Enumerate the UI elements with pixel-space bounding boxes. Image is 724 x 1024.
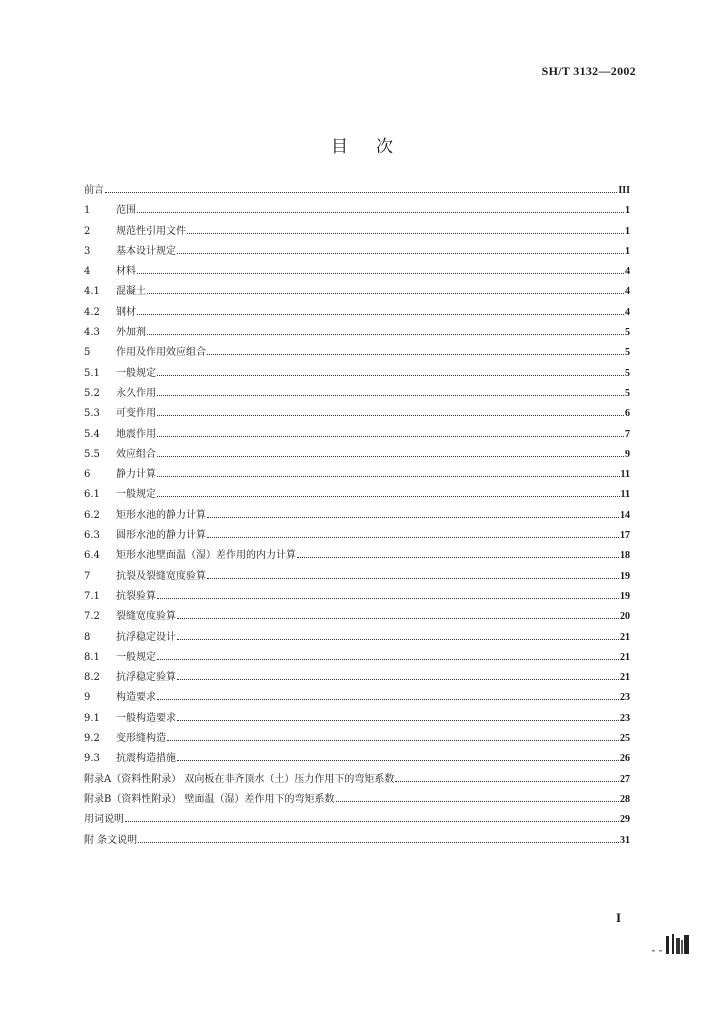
- toc-entry-number: 6.2: [84, 509, 100, 521]
- toc-entry-title: 基本设计规定: [116, 245, 176, 257]
- toc-entry-page: 5: [625, 387, 630, 399]
- dot-leader: [157, 597, 619, 599]
- toc-entry[interactable]: [84, 201, 630, 221]
- dot-leader: [157, 495, 620, 497]
- toc-entry[interactable]: [84, 364, 630, 384]
- standard-code: SH/T 3132—2002: [541, 64, 636, 78]
- dot-leader: [157, 658, 619, 660]
- toc-entry-number: 6.4: [84, 550, 100, 562]
- dot-leader: [297, 556, 619, 558]
- toc-entry-page: 23: [620, 692, 630, 704]
- toc-entry-number: 4: [84, 266, 91, 278]
- toc-entry-number: 5.5: [84, 448, 100, 460]
- toc-entry-number: 4.3: [84, 327, 100, 339]
- dot-leader: [157, 698, 619, 700]
- toc-entry-number: 5: [84, 347, 91, 359]
- toc-entry-number: 4.1: [84, 286, 100, 298]
- toc-entry-title: 附录A（资料性附录） 双向板在非齐顶水（土）压力作用下的弯矩系数: [84, 773, 395, 785]
- toc-entry[interactable]: [84, 465, 630, 485]
- toc-entry-page: 17: [620, 530, 630, 542]
- toc-entry-title: 混凝土: [116, 286, 146, 298]
- toc-entry-title: 一般构造要求: [116, 712, 176, 724]
- toc-entry-number: 8: [84, 631, 91, 643]
- toc-entry-title: 永久作用: [116, 387, 156, 399]
- toc-entry[interactable]: [84, 587, 630, 607]
- toc-entry[interactable]: [84, 546, 630, 566]
- toc-entry-title: 附 条文说明: [84, 834, 138, 846]
- toc-entry-title: 可变作用: [116, 408, 156, 420]
- dot-leader: [207, 516, 619, 518]
- toc-entry-page: 21: [620, 672, 630, 684]
- toc-entry-page: 18: [620, 550, 630, 562]
- toc-entry-title: 抗浮稳定验算: [116, 672, 176, 684]
- dot-leader: [336, 800, 619, 802]
- toc-entry-title: 前言: [84, 185, 104, 196]
- toc-entry-page: 1: [625, 205, 630, 217]
- toc-entry[interactable]: [84, 628, 630, 648]
- dot-leader: [157, 475, 620, 477]
- dot-leader: [207, 353, 624, 355]
- toc-entry[interactable]: [84, 445, 630, 465]
- toc-entry-number: 1: [84, 205, 91, 217]
- toc-entry-title: 抗裂及裂缝宽度验算: [116, 570, 206, 582]
- toc-entry[interactable]: [84, 485, 630, 505]
- toc-entry[interactable]: [84, 343, 630, 363]
- toc-entry[interactable]: [84, 648, 630, 668]
- dot-leader: [157, 455, 624, 457]
- toc-entry-page: 19: [620, 590, 630, 602]
- toc-entry-number: 5.2: [84, 387, 100, 399]
- toc-entry-title: 用词说明: [84, 814, 124, 826]
- dot-leader: [207, 536, 619, 538]
- toc-entry-title: 钢材: [116, 306, 136, 318]
- dot-leader: [177, 678, 619, 680]
- dot-leader: [395, 780, 619, 782]
- toc-entry-page: 28: [620, 793, 630, 805]
- toc-entry[interactable]: [84, 567, 630, 587]
- toc-entry-page: 19: [620, 570, 630, 582]
- toc-entry-title: 抗裂验算: [116, 590, 156, 602]
- toc-entry-page: 4: [625, 306, 630, 318]
- toc-entry[interactable]: [84, 262, 630, 282]
- toc-entry-page: 26: [620, 753, 630, 765]
- toc-entry-number: 9.1: [84, 712, 100, 724]
- dot-leader: [157, 435, 624, 437]
- toc-entry[interactable]: [84, 425, 630, 445]
- toc-entry[interactable]: [84, 526, 630, 546]
- dot-leader: [177, 719, 619, 721]
- dot-leader: [157, 374, 624, 376]
- dot-leader: [187, 232, 624, 234]
- toc-entry-page: 5: [625, 327, 630, 339]
- toc-entry[interactable]: [84, 282, 630, 302]
- dot-leader: [147, 292, 624, 294]
- toc-entry-number: 3: [84, 245, 91, 257]
- toc-entry-number: 7.1: [84, 590, 100, 602]
- dot-leader: [207, 577, 619, 579]
- toc-entry-page: 6: [625, 408, 630, 420]
- toc-entry[interactable]: [84, 668, 630, 688]
- toc-entry-page: III: [618, 185, 630, 196]
- toc-entry-page: 4: [625, 266, 630, 278]
- dot-leader: [177, 617, 619, 619]
- toc-entry[interactable]: [84, 384, 630, 404]
- toc-entry-page: 27: [620, 773, 630, 785]
- toc-entry-title: 范围: [116, 205, 136, 217]
- scan-artifact-mark: [650, 932, 698, 956]
- toc-entry-page: 14: [620, 509, 630, 521]
- toc-entry-title: 裂缝宽度验算: [116, 611, 176, 623]
- dot-leader: [105, 191, 617, 193]
- dot-leader: [147, 333, 624, 335]
- toc-entry-title: 外加剂: [116, 327, 146, 339]
- toc-entry-page: 5: [625, 347, 630, 359]
- dot-leader: [157, 394, 624, 396]
- table-of-contents: [84, 181, 630, 851]
- toc-entry-page: 11: [620, 469, 630, 481]
- toc-entry[interactable]: [84, 770, 630, 790]
- toc-entry-number: 6.1: [84, 489, 100, 501]
- toc-entry[interactable]: [84, 222, 630, 242]
- toc-entry[interactable]: [84, 729, 630, 749]
- toc-entry-page: 20: [620, 611, 630, 623]
- toc-entry-page: 31: [620, 834, 630, 846]
- toc-entry-number: 8.1: [84, 651, 100, 663]
- toc-entry[interactable]: [84, 181, 630, 201]
- toc-entry-number: 9: [84, 692, 91, 704]
- toc-entry[interactable]: [84, 790, 630, 810]
- toc-entry-number: 5.3: [84, 408, 100, 420]
- dot-leader: [157, 414, 624, 416]
- dot-leader: [177, 252, 624, 254]
- toc-entry[interactable]: [84, 607, 630, 627]
- toc-entry-page: 21: [620, 651, 630, 663]
- toc-entry-title: 效应组合: [116, 448, 156, 460]
- toc-entry-page: 11: [620, 489, 630, 501]
- toc-entry[interactable]: [84, 810, 630, 830]
- toc-entry-title: 作用及作用效应组合: [116, 347, 206, 359]
- toc-entry-number: 4.2: [84, 306, 100, 318]
- dot-leader: [137, 313, 624, 315]
- dot-leader: [177, 638, 619, 640]
- toc-entry-number: 9.3: [84, 753, 100, 765]
- toc-entry-title: 变形缝构造: [116, 733, 166, 745]
- dot-leader: [138, 841, 619, 843]
- page-number: I: [616, 910, 622, 925]
- toc-entry-title: 矩形水池壁面温（湿）差作用的内力计算: [116, 550, 296, 562]
- toc-entry[interactable]: [84, 323, 630, 343]
- toc-entry-title: 一般规定: [116, 489, 156, 501]
- page-title: 目次: [331, 137, 421, 157]
- toc-entry-page: 5: [625, 367, 630, 379]
- dot-leader: [125, 820, 619, 822]
- toc-entry-number: 9.2: [84, 733, 100, 745]
- toc-entry-number: 6.3: [84, 530, 100, 542]
- dot-leader: [137, 211, 624, 213]
- dot-leader: [177, 759, 619, 761]
- toc-entry[interactable]: [84, 242, 630, 262]
- toc-entry-page: 29: [620, 814, 630, 826]
- toc-entry-page: 23: [620, 712, 630, 724]
- toc-entry-number: 5.4: [84, 428, 100, 440]
- toc-entry-title: 静力计算: [116, 469, 156, 481]
- toc-entry-page: 25: [620, 733, 630, 745]
- toc-entry[interactable]: [84, 688, 630, 708]
- toc-entry-number: 5.1: [84, 367, 100, 379]
- toc-entry-number: 8.2: [84, 672, 100, 684]
- toc-entry[interactable]: [84, 709, 630, 729]
- toc-entry-page: 1: [625, 225, 630, 237]
- toc-entry-title: 一般规定: [116, 651, 156, 663]
- toc-entry-page: 21: [620, 631, 630, 643]
- toc-entry-page: 9: [625, 448, 630, 460]
- toc-entry-page: 1: [625, 245, 630, 257]
- toc-entry-title: 规范性引用文件: [116, 225, 186, 237]
- toc-entry-title: 抗浮稳定设计: [116, 631, 176, 643]
- toc-entry-number: 6: [84, 469, 91, 481]
- toc-entry-title: 材料: [116, 266, 136, 278]
- toc-entry[interactable]: [84, 404, 630, 424]
- toc-entry[interactable]: [84, 506, 630, 526]
- toc-entry-title: 圆形水池的静力计算: [116, 530, 206, 542]
- dot-leader: [167, 739, 619, 741]
- toc-entry[interactable]: [84, 749, 630, 769]
- dot-leader: [137, 272, 624, 274]
- toc-entry-page: 4: [625, 286, 630, 298]
- toc-entry-title: 附录B（资料性附录） 壁面温（湿）差作用下的弯矩系数: [84, 793, 335, 805]
- toc-entry[interactable]: [84, 303, 630, 323]
- toc-entry-number: 7.2: [84, 611, 100, 623]
- toc-entry-title: 抗震构造措施: [116, 753, 176, 765]
- toc-entry-page: 7: [625, 428, 630, 440]
- toc-entry-number: 2: [84, 225, 91, 237]
- toc-entry-number: 7: [84, 570, 91, 582]
- toc-entry-title: 一般规定: [116, 367, 156, 379]
- toc-entry-title: 矩形水池的静力计算: [116, 509, 206, 521]
- toc-entry-title: 地震作用: [116, 428, 156, 440]
- toc-entry[interactable]: [84, 831, 630, 851]
- toc-entry-title: 构造要求: [116, 692, 156, 704]
